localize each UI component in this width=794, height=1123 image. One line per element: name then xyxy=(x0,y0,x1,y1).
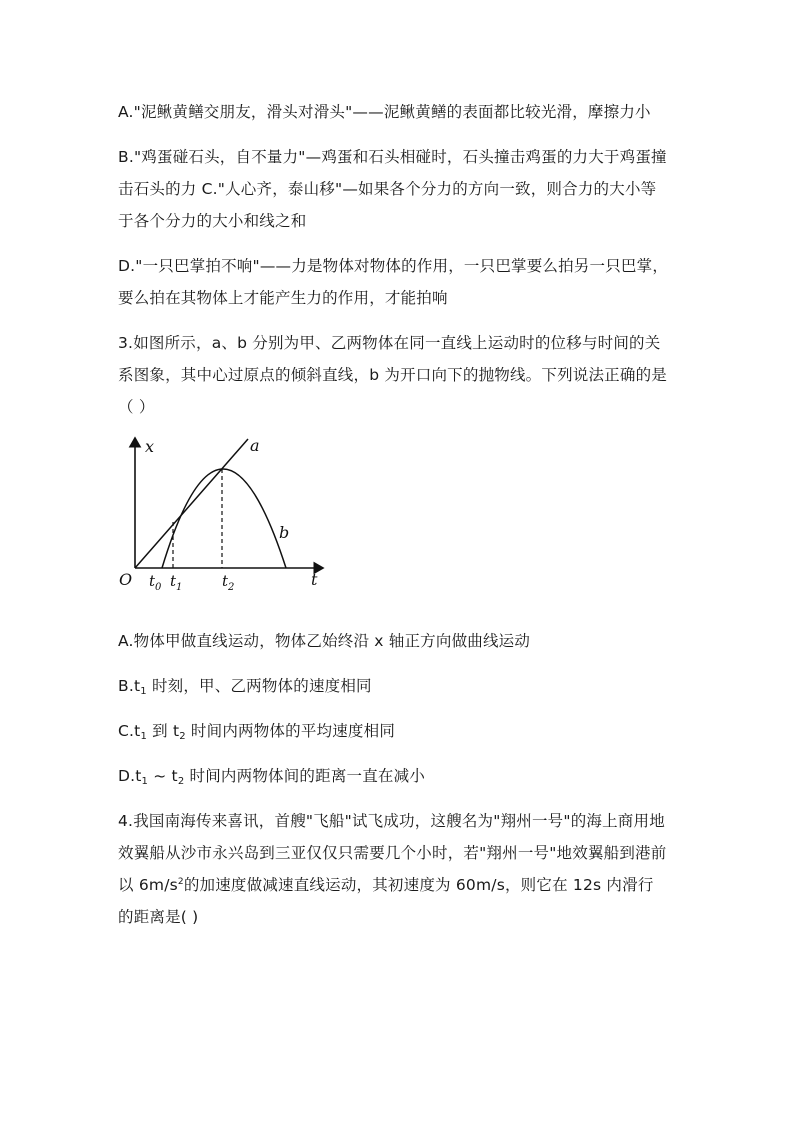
q3-stem-line1: 3.如图所示，a、b 分别为甲、乙两物体在同一直线上运动时的位移与时间的关 xyxy=(118,334,661,352)
q4-stem-line4: 的距离是( ) xyxy=(118,908,199,926)
line-a xyxy=(135,439,248,568)
x-axis-label: t xyxy=(311,570,318,589)
origin-label: O xyxy=(119,570,133,589)
q3-option-b: $B.t_1$ 时刻，甲、乙两物体的速度相同 xyxy=(118,677,372,697)
q4-stem-line1: 4.我国南海传来喜讯，首艘"飞船"试飞成功，这艘名为"翔州一号"的海上商用地 xyxy=(118,812,665,830)
q2-option-d-line1: D."一只巴掌拍不响"——力是物体对物体的作用，一只巴掌要么拍另一只巴掌， xyxy=(118,257,669,275)
curve-b xyxy=(162,469,286,568)
q3-stem-line2: 系图象，其中心过原点的倾斜直线，b 为开口向下的抛物线。下列说法正确的是 xyxy=(118,366,667,384)
t1-label: $t_1$ xyxy=(170,572,183,593)
y-axis-label: x xyxy=(145,437,155,456)
curve-b-label: b xyxy=(279,523,290,542)
q2-option-a: A."泥鳅黄鳝交朋友，滑头对滑头"——泥鳅黄鳝的表面都比较光滑，摩擦力小 xyxy=(118,103,651,121)
q3-xt-graph xyxy=(115,432,330,600)
q2-option-c-line3: 于各个分力的大小和线之和 xyxy=(118,212,307,230)
q2-option-b-c-line2: 击石头的力 C."人心齐，泰山移"—如果各个分力的方向一致，则合力的大小等 xyxy=(118,180,657,198)
q4-stem-line3: 以 $6m/s^2$的加速度做减速直线运动，其初速度为 60m/s，则它在 12s 内滑行 xyxy=(118,876,654,894)
q4-stem-line2: 效翼船从沙市永兴岛到三亚仅仅只需要几个小时，若"翔州一号"地效翼船到港前 xyxy=(118,844,667,862)
q2-option-d-line2: 要么拍在其物体上才能产生力的作用，才能拍响 xyxy=(118,289,448,307)
line-a-label: a xyxy=(250,436,260,455)
q3-stem-line3: （ ） xyxy=(118,398,155,416)
q2-option-b-line1: B."鸡蛋碰石头，自不量力"—鸡蛋和石头相碰时，石头撞击鸡蛋的力大于鸡蛋撞 xyxy=(118,148,667,166)
t2-label: $t_2$ xyxy=(222,572,235,593)
q3-option-a: A.物体甲做直线运动，物体乙始终沿 x 轴正方向做曲线运动 xyxy=(118,632,531,650)
q3-option-c: $C.t_1$ 到 $t_2$ 时间内两物体的平均速度相同 xyxy=(118,722,396,742)
t0-label: $t_0$ xyxy=(149,572,162,593)
q3-option-d: $D.t_1$ ~ $t_2$ 时间内两物体间的距离一直在减小 xyxy=(118,767,426,787)
